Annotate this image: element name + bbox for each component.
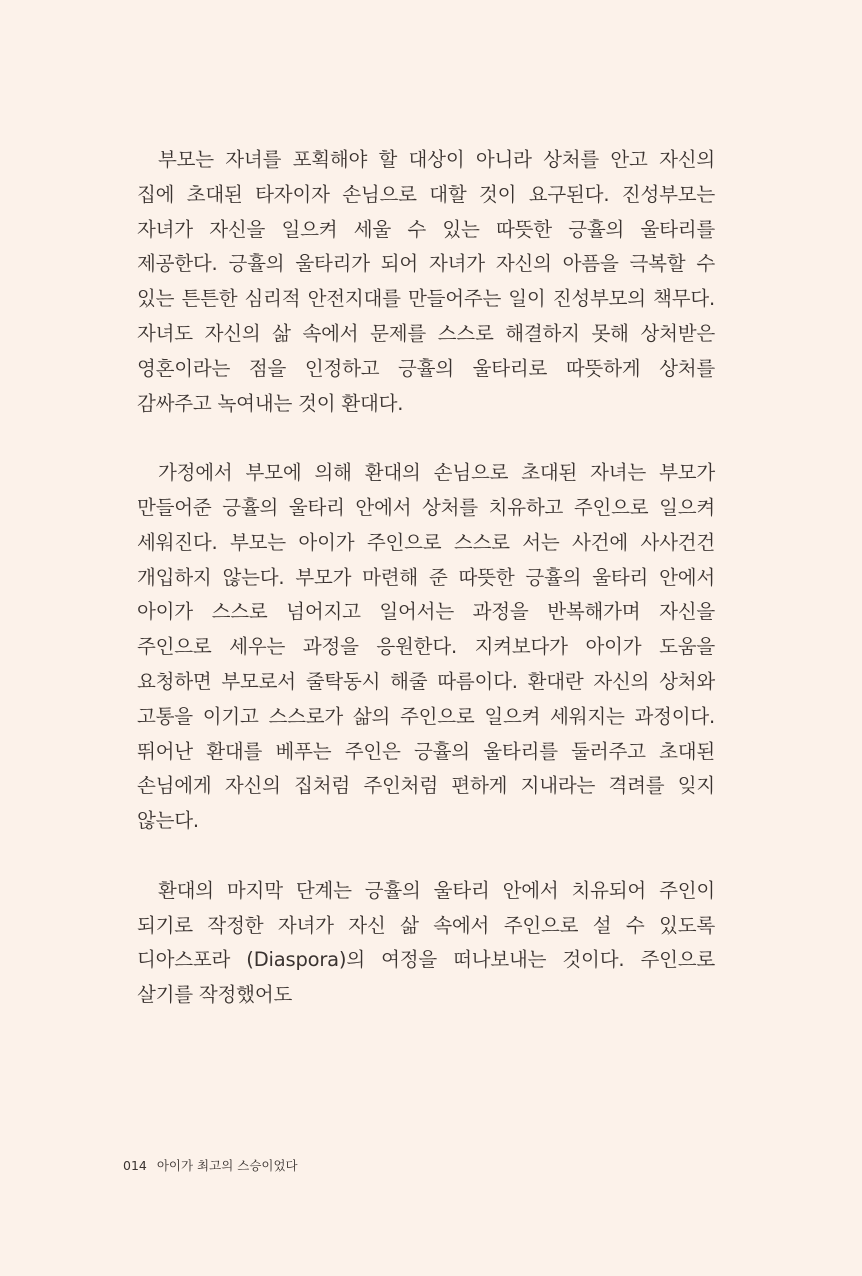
page-number: 014 (123, 1158, 147, 1173)
page-body (137, 143, 715, 1013)
body-paragraph-3: 환대의 마지막 단계는 긍휼의 울타리 안에서 치유되어 주인이 되기로 작정한 자녀가 자신 삶 속에서 주인으로 설 수 있도록 디아스포라 (Diaspora)의 여정을 떠나보내는 것이다. 주인으로 살기를 작정했어도 (137, 878, 715, 1007)
body-paragraph-1: 부모는 자녀를 포획해야 할 대상이 아니라 상처를 안고 자신의 집에 초대된 타자이자 손님으로 대할 것이 요구된다. 진성부모는 자녀가 자신을 일으켜 세울 수 있는 따뜻한 긍휼의 울타리를 제공한다. 긍휼의 울타리가 되어 자녀가 자신의 아픔을 극복할 수 있는 튼튼한 심리적 안전지대를 만들어주는 일이 진성부모의 책무다. 자녀도 자신의 삶 속에서 문제를 스스로 해결하지 못해 상처받은 영혼이라는 점을 인정하고 긍휼의 울타리로 따뜻하게 상처를 감싸주고 녹여내는 것이 환대다. (137, 148, 715, 415)
page-footer (123, 1156, 298, 1174)
body-paragraph-2: 가정에서 부모에 의해 환대의 손님으로 초대된 자녀는 부모가 만들어준 긍휼의 울타리 안에서 상처를 치유하고 주인으로 일으켜 세워진다. 부모는 아이가 주인으로 스스로 서는 사건에 사사건건 개입하지 않는다. 부모가 마련해 준 따뜻한 긍휼의 울타리 안에서 아이가 스스로 넘어지고 일어서는 과정을 반복해가며 자신을 주인으로 세우는 과정을 응원한다. 지켜보다가 아이가 도움을 요청하면 부모로서 줄탁동시 해줄 따름이다. 환대란 자신의 상처와 고통을 이기고 스스로가 삶의 주인으로 일으켜 세워지는 과정이다. 뛰어난 환대를 베푸는 주인은 긍휼의 울타리를 둘러주고 초대된 손님에게 자신의 집처럼 주인처럼 편하게 지내라는 격려를 잊지 않는다. (137, 461, 716, 833)
running-title: 아이가 최고의 스승이었다 (156, 1158, 298, 1173)
